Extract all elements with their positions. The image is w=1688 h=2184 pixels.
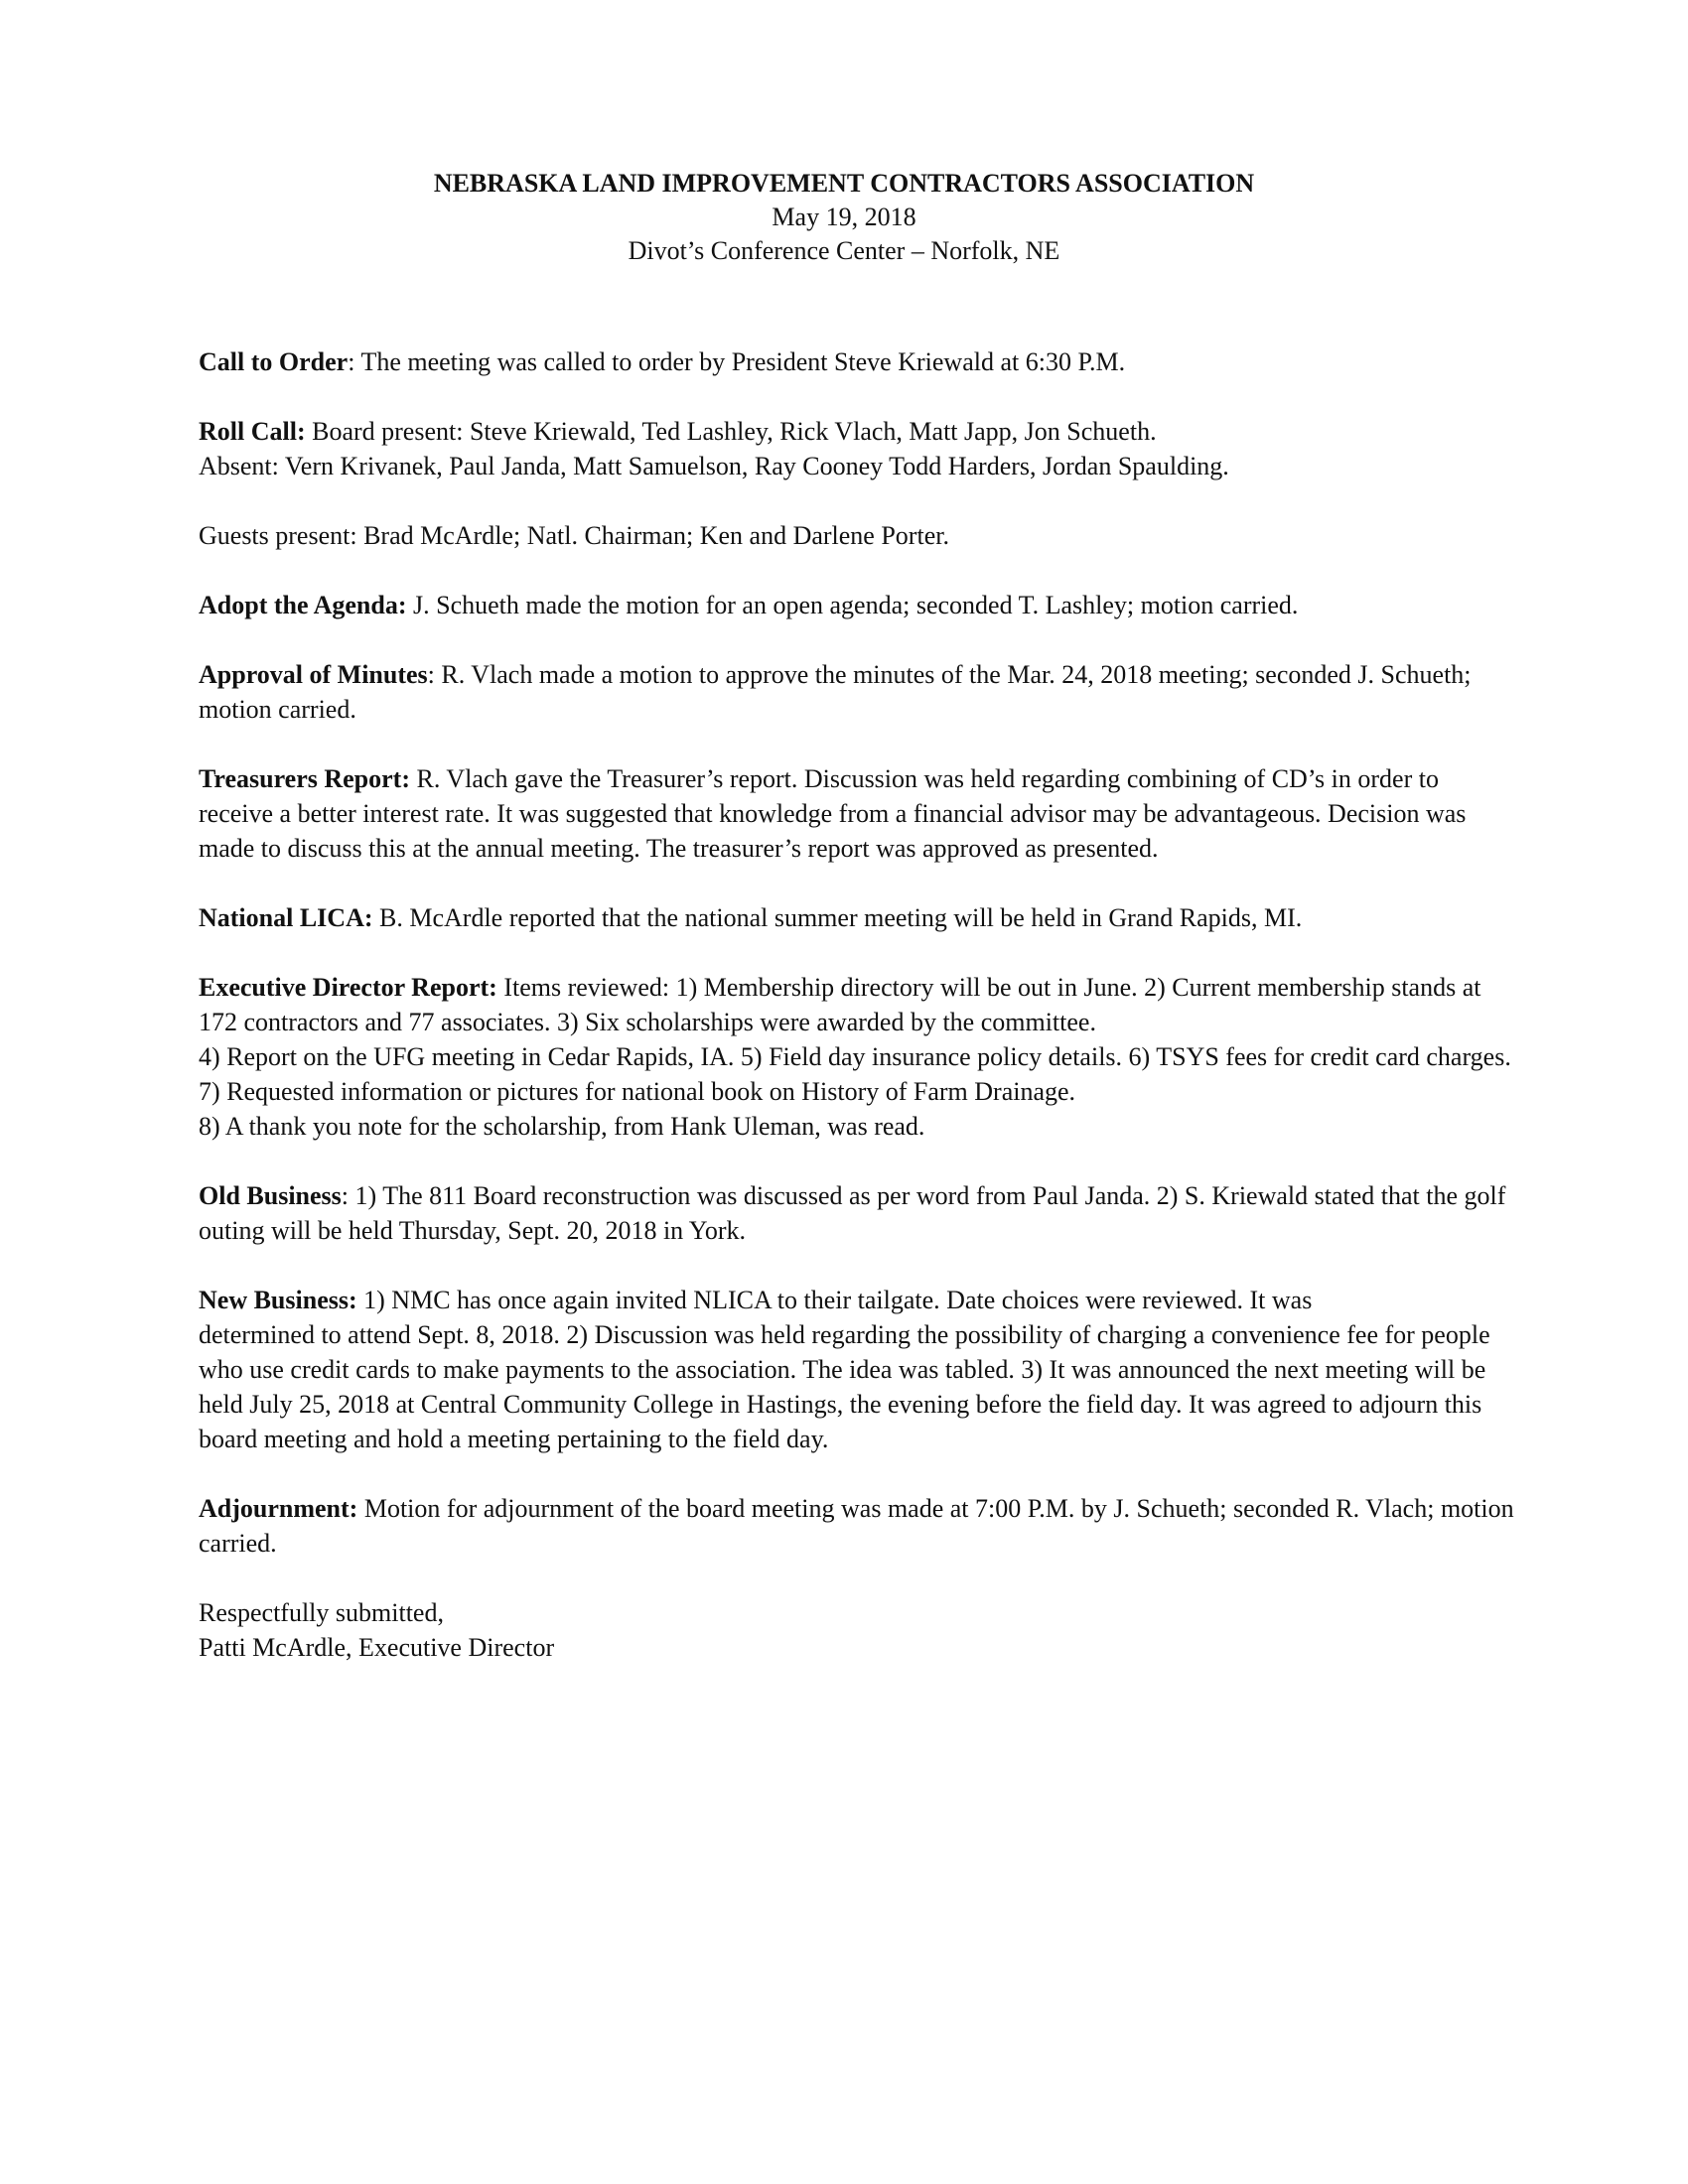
section-text: Items reviewed: 1) Membership directory will be out in June. 2) Current membership stands at 172 contractors and 77 associates. 3) Six scholarships were awarded by the committee.	[199, 973, 1481, 1036]
section-adjournment	[199, 1491, 1519, 1561]
section-text: Motion for adjournment of the board meeting was made at 7:00 P.M. by J. Schueth; seconded R. Vlach; motion carried.	[199, 1494, 1514, 1558]
section-text: R. Vlach gave the Treasurer’s report. Discussion was held regarding combining of CD’s in order to receive a better interest rate. It was suggested that knowledge from a financial advisor may be advantageous. Decision was made to discuss this at the annual meeting. The treasurer’s report was approved as presented.	[199, 764, 1467, 863]
organization-name: NEBRASKA LAND IMPROVEMENT CONTRACTORS ASSOCIATION	[433, 169, 1255, 198]
section-treasurers-report	[199, 761, 1519, 866]
section-old-business	[199, 1178, 1519, 1248]
section-text: 1) NMC has once again invited NLICA to their tailgate. Date choices were reviewed. It was	[356, 1286, 1313, 1314]
section-text: J. Schueth made the motion for an open agenda; seconded T. Lashley; motion carried.	[406, 591, 1299, 619]
section-label: Executive Director Report:	[199, 973, 497, 1002]
section-text: : The meeting was called to order by President Steve Kriewald at 6:30 P.M.	[348, 347, 1126, 376]
section-executive-director-report	[199, 970, 1519, 1144]
meeting-location: Divot’s Conference Center – Norfolk, NE	[628, 236, 1060, 265]
section-label: Call to Order	[199, 347, 349, 376]
section-text: B. McArdle reported that the national summer meeting will be held in Grand Rapids, MI.	[372, 903, 1303, 932]
section-label: Treasurers Report:	[199, 764, 411, 793]
section-national-lica	[199, 900, 1519, 935]
section-call-to-order	[199, 344, 1519, 379]
section-roll-call	[199, 414, 1519, 483]
absent-list: Absent: Vern Krivanek, Paul Janda, Matt Samuelson, Ray Cooney Todd Harders, Jordan Spaulding.	[199, 452, 1229, 480]
document-header	[0, 167, 1688, 268]
section-text: : R. Vlach made a motion to approve the minutes of the Mar. 24, 2018 meeting; seconded J. Schueth; motion carried.	[199, 660, 1472, 724]
section-text: : 1) The 811 Board reconstruction was discussed as per word from Paul Janda. 2) S. Kriewald stated that the golf outing will be held Thursday, Sept. 20, 2018 in York.	[199, 1181, 1506, 1245]
signatory: Patti McArdle, Executive Director	[199, 1633, 555, 1662]
section-text: 4) Report on the UFG meeting in Cedar Rapids, IA. 5) Field day insurance policy details. 6) TSYS fees for credit card charges. 7) Requested information or pictures for national book on History of Farm Drainage.	[199, 1042, 1511, 1106]
section-approval-of-minutes	[199, 657, 1519, 727]
section-guests	[199, 518, 1519, 553]
minutes-body	[199, 344, 1519, 1665]
closing-signature	[199, 1595, 1519, 1665]
section-label: National LICA:	[199, 903, 373, 932]
section-label: Adopt the Agenda:	[199, 591, 407, 619]
section-text: Guests present: Brad McArdle; Natl. Chairman; Ken and Darlene Porter.	[199, 521, 949, 550]
section-text: determined to attend Sept. 8, 2018. 2) Discussion was held regarding the possibility of charging a convenience fee for people who use credit cards to make payments to the association. The idea was tabled. 3) It was announced the next meeting will be held July 25, 2018 at Central Community College in Hastings, the evening before the field day. It was agreed to adjourn this board meeting and hold a meeting pertaining to the field day.	[199, 1320, 1490, 1453]
section-label: New Business:	[199, 1286, 357, 1314]
section-adopt-agenda	[199, 588, 1519, 622]
section-new-business	[199, 1283, 1519, 1456]
section-label: Roll Call:	[199, 417, 306, 446]
section-label: Adjournment:	[199, 1494, 358, 1523]
section-text: Board present: Steve Kriewald, Ted Lashley, Rick Vlach, Matt Japp, Jon Schueth.	[305, 417, 1157, 446]
meeting-date: May 19, 2018	[772, 203, 916, 231]
section-text: 8) A thank you note for the scholarship, from Hank Uleman, was read.	[199, 1112, 925, 1141]
closing-line: Respectfully submitted,	[199, 1598, 444, 1627]
section-label: Old Business	[199, 1181, 342, 1210]
section-label: Approval of Minutes	[199, 660, 428, 689]
